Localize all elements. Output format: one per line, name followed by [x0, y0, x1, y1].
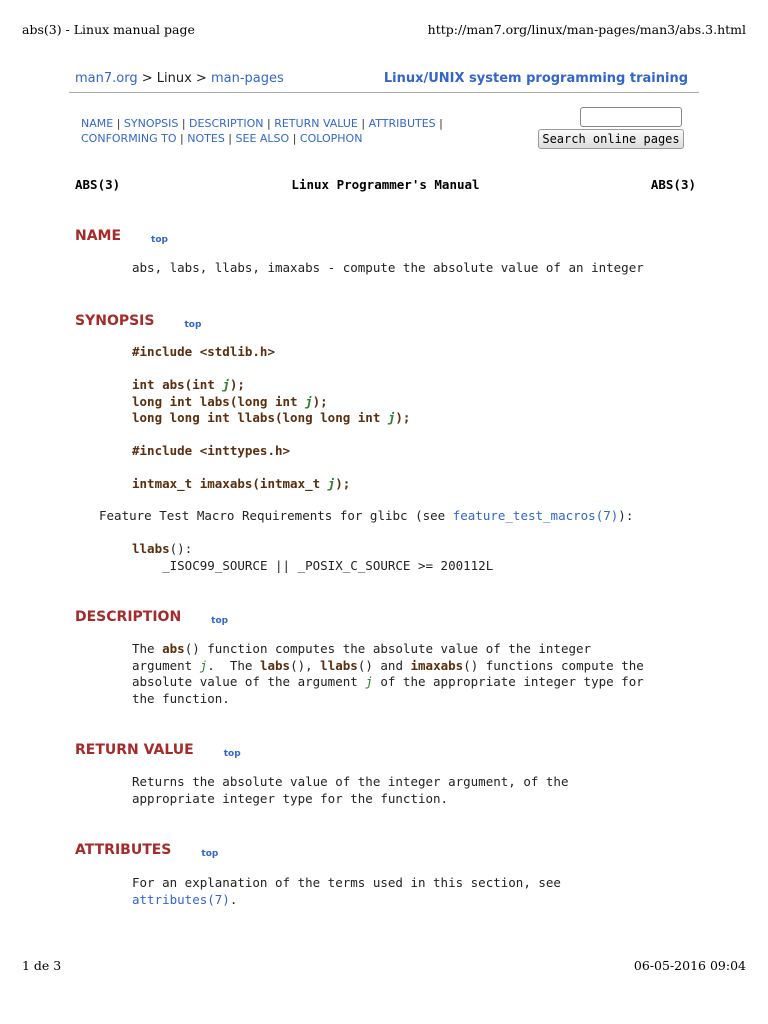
toc-synopsis[interactable]: SYNOPSIS: [123, 117, 179, 130]
top-link[interactable]: top: [201, 849, 219, 859]
feature-test-line: Feature Test Macro Requirements for glibc (see feature_test_macros(7)):: [99, 508, 634, 523]
heading-text: SYNOPSIS: [75, 313, 155, 329]
man-pages-link[interactable]: man-pages: [210, 71, 284, 86]
section-heading-return-value: [75, 742, 241, 759]
llabs-requirements: llabs(): _ISOC99_SOURCE || _POSIX_C_SOURCE >= 200112L: [132, 541, 494, 573]
toc-colophon[interactable]: COLOPHON: [299, 132, 363, 145]
manpage-header-right: ABS(3): [650, 177, 696, 192]
manpage-header-left: ABS(3): [75, 177, 121, 192]
print-header: [22, 22, 746, 37]
feature-test-macros-link[interactable]: feature_test_macros(7): [452, 508, 619, 523]
manpage-header: [75, 177, 696, 192]
training-link[interactable]: Linux/UNIX system programming training: [383, 71, 688, 86]
name-text: abs, labs, llabs, imaxabs - compute the absolute value of an integer: [132, 260, 644, 275]
proto-labs: long int labs(long int j);: [132, 393, 328, 409]
heading-text: RETURN VALUE: [75, 742, 194, 758]
macro-requirement: _ISOC99_SOURCE || _POSIX_C_SOURCE >= 200112L: [162, 557, 494, 573]
return-value-text: Returns the absolute value of the integer argument, of the appropriate integer type for the function.: [132, 774, 569, 806]
description-text: The abs() function computes the absolute value of the integer argument j. The labs(), llabs() and imaxabs() functions compute the absolute value of the argument j of the appropriate integer type for the function.: [132, 641, 644, 706]
header-divider: [69, 92, 699, 93]
print-page-url: http://man7.org/linux/man-pages/man3/abs.3.html: [427, 22, 746, 37]
proto-llabs: long long int llabs(long long int j);: [132, 410, 411, 425]
toc-notes[interactable]: NOTES: [187, 132, 225, 145]
heading-text: DESCRIPTION: [75, 609, 182, 625]
toc-name[interactable]: NAME: [81, 117, 114, 130]
top-link[interactable]: top: [184, 320, 202, 330]
toc-return-value[interactable]: RETURN VALUE: [274, 117, 358, 130]
attributes-text: For an explanation of the terms used in this section, see attributes(7).: [132, 875, 561, 907]
attributes-link[interactable]: attributes(7): [132, 891, 230, 907]
section-heading-description: [75, 609, 228, 626]
proto-imaxabs: intmax_t imaxabs(intmax_t j);: [132, 476, 351, 491]
manpage-header-center: Linux Programmer's Manual: [291, 177, 480, 192]
site-home-link[interactable]: man7.org: [75, 71, 138, 86]
top-link[interactable]: top: [151, 235, 168, 245]
print-page-number: 1 de 3: [22, 958, 62, 973]
heading-text: NAME: [75, 228, 122, 244]
toc-description[interactable]: DESCRIPTION: [189, 117, 264, 130]
top-link[interactable]: top: [223, 749, 241, 759]
section-heading-synopsis: [75, 313, 201, 330]
synopsis-block: [132, 344, 410, 493]
search-input[interactable]: [580, 107, 682, 127]
section-index: NAME | SYNOPSIS | DESCRIPTION | RETURN VALUE | ATTRIBUTES | CONFORMING TO | NOTES | SEE ALSO | COLOPHON: [81, 117, 443, 145]
print-page-title: abs(3) - Linux manual page: [22, 22, 195, 37]
toc-attributes[interactable]: ATTRIBUTES: [368, 117, 436, 130]
breadcrumb: [75, 71, 284, 86]
breadcrumb-linux: > Linux >: [137, 71, 211, 86]
heading-text: ATTRIBUTES: [75, 842, 172, 858]
top-link[interactable]: top: [211, 616, 229, 626]
section-heading-name: [75, 228, 168, 245]
toc-see-also[interactable]: SEE ALSO: [235, 132, 290, 145]
search-button[interactable]: Search online pages: [538, 129, 684, 149]
include-stdlib: #include <stdlib.h>: [132, 344, 275, 359]
toc-conforming-to[interactable]: CONFORMING TO: [81, 132, 177, 145]
include-inttypes: #include <inttypes.h>: [132, 443, 291, 458]
print-footer: [22, 958, 746, 973]
top-navigation-bar: [75, 71, 688, 86]
print-datetime: 06-05-2016 09:04: [633, 958, 746, 973]
section-heading-attributes: [75, 842, 218, 859]
proto-abs: int abs(int j);: [132, 377, 245, 392]
